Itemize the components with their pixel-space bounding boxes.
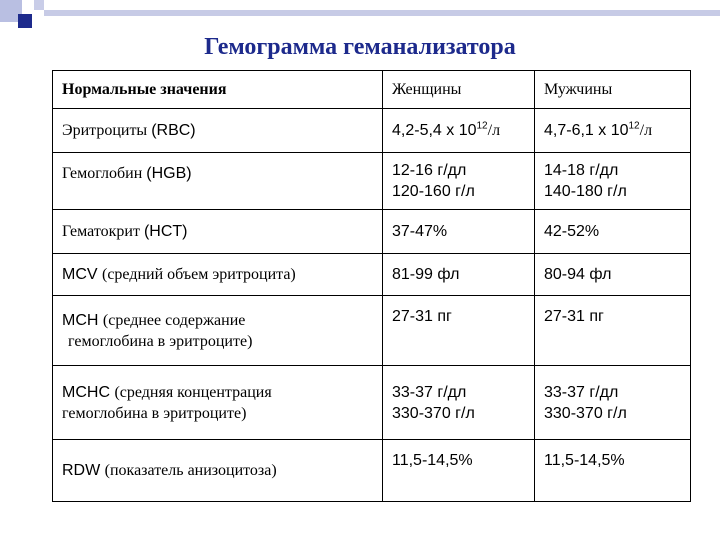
cell-hct-label: [53, 210, 383, 254]
rbc-men-base: 4,7-6,1 х 10: [544, 122, 629, 139]
table-row-rbc: [53, 109, 691, 153]
decor-square-gap: [22, 0, 34, 14]
hgb-women-gdl: 12-16 г/дл: [392, 162, 467, 179]
mcv-name: (средний объем эритроцита): [102, 266, 296, 283]
hgb-women-gl: 120-160 г/л: [392, 183, 475, 200]
mchc-name-line2: гемоглобина в эритроците): [62, 404, 247, 422]
cell-rbc-label: [53, 109, 383, 153]
header-norms: [53, 71, 383, 109]
cell-mch-women: 27-31 пг: [383, 296, 535, 366]
slide-title: Гемограмма геманализатора: [204, 34, 516, 60]
rbc-women-unit: /л: [487, 122, 501, 139]
decor-square-dark: [18, 14, 32, 28]
hct-name: Гематокрит: [62, 223, 144, 240]
table-header-row: [53, 71, 691, 109]
table-row-hgb: [53, 153, 691, 210]
header-women-label: Женщины: [392, 81, 462, 98]
cell-hgb-men: [535, 153, 691, 210]
cell-hgb-label: [53, 153, 383, 210]
cell-rdw-women: 11,5-14,5%: [383, 440, 535, 502]
decor-header-band: [44, 10, 720, 16]
hgb-men-gl: 140-180 г/л: [544, 183, 627, 200]
rbc-women-base: 4,2-5,4 х 10: [392, 122, 477, 139]
mch-name-line1: (среднее содержание: [102, 311, 246, 329]
rdw-abbr: RDW: [62, 462, 105, 479]
cell-hgb-women: [383, 153, 535, 210]
rbc-women-exp: 12: [476, 120, 488, 132]
cell-mcv-men: 80-94 фл: [535, 254, 691, 296]
hgb-name: Гемоглобин: [62, 165, 147, 182]
cell-hct-men: 42-52%: [535, 210, 691, 254]
rbc-men-unit: /л: [639, 122, 653, 139]
mchc-name-line1: (средняя концентрация: [114, 383, 272, 401]
header-men: [535, 71, 691, 109]
mcv-abbr: MCV: [62, 266, 102, 283]
cell-mch-label: [53, 296, 383, 366]
mchc-women-gdl: 33-37 г/дл: [392, 383, 467, 401]
cell-mcv-women: 81-99 фл: [383, 254, 535, 296]
hemogram-table: [52, 70, 691, 502]
mchc-abbr: MCHC: [62, 383, 115, 401]
cell-rbc-women: [383, 109, 535, 153]
mch-name-line2: гемоглобина в эритроците): [68, 332, 253, 350]
table-row-mcv: [53, 254, 691, 296]
rdw-name: (показатель анизоцитоза): [104, 462, 277, 479]
mchc-men-gdl: 33-37 г/дл: [544, 383, 619, 401]
mchc-men-gl: 330-370 г/л: [544, 404, 627, 422]
rbc-name: Эритроциты: [62, 122, 152, 139]
cell-mch-men: 27-31 пг: [535, 296, 691, 366]
table-row-hct: [53, 210, 691, 254]
cell-mchc-men: [535, 366, 691, 440]
header-women: [383, 71, 535, 109]
hgb-abbr: (HGB): [146, 165, 192, 182]
cell-rdw-label: [53, 440, 383, 502]
cell-mcv-label: [53, 254, 383, 296]
mch-abbr: MCH: [62, 311, 103, 329]
cell-hct-women: 37-47%: [383, 210, 535, 254]
table-row-rdw: [53, 440, 691, 502]
table-row-mchc: [53, 366, 691, 440]
cell-rdw-men: 11,5-14,5%: [535, 440, 691, 502]
rbc-men-exp: 12: [628, 120, 640, 132]
cell-mchc-women: [383, 366, 535, 440]
table-row-mch: [53, 296, 691, 366]
rbc-abbr: (RBC): [151, 122, 196, 139]
cell-mchc-label: [53, 366, 383, 440]
mchc-women-gl: 330-370 г/л: [392, 404, 475, 422]
hct-abbr: (HCT): [143, 223, 188, 240]
decor-square-small: [34, 0, 44, 10]
header-norms-label: Нормальные значения: [62, 81, 227, 98]
hgb-men-gdl: 14-18 г/дл: [544, 162, 619, 179]
header-men-label: Мужчины: [544, 81, 613, 98]
cell-rbc-men: [535, 109, 691, 153]
